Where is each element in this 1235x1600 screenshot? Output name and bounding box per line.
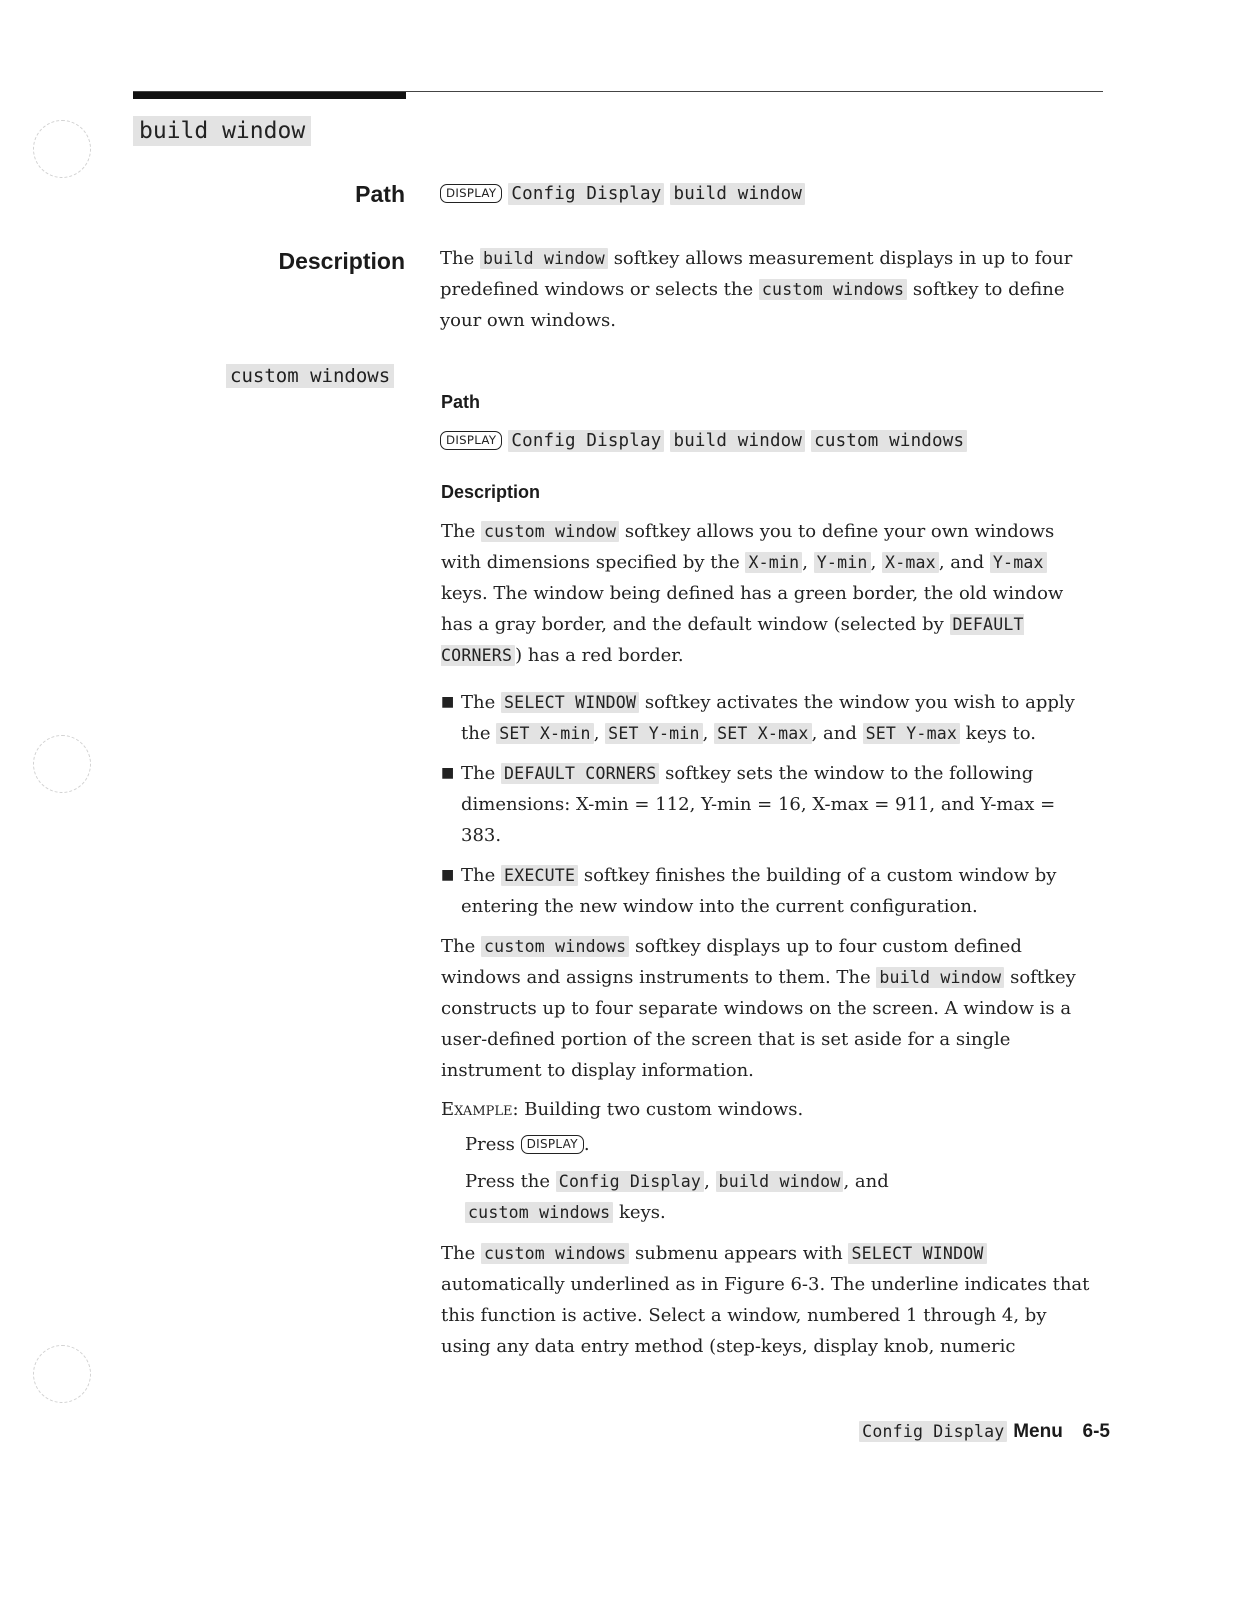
paragraph-custom-windows: The custom windows softkey displays up to four custom defined windows and assigns instruments to them. The build window softkey constructs up to four separate windows on the screen. A window is a user-defined portion of the screen that is set aside for a single instrument to display information.: [441, 936, 1076, 1081]
paragraph-submenu: The custom windows submenu appears with SELECT WINDOW automatically underlined as in Figure 6-3. The underline indicates that this function is active. Select a window, numbered 1 through 4, by using any data entry method (step-keys, display knob, numeric: [441, 1243, 1090, 1357]
binder-hole-middle: [33, 735, 91, 793]
softkey-y-max: Y-max: [990, 552, 1047, 573]
softkey-execute: EXECUTE: [501, 865, 578, 886]
custom-windows-label: custom windows: [226, 364, 394, 388]
softkey-custom-windows: custom windows: [481, 1243, 629, 1264]
example-step-2: Press the Config Display , build window , and custom windows keys.: [465, 1171, 889, 1223]
softkey-custom-windows: custom windows: [465, 1202, 613, 1223]
softkey-build-window: build window: [876, 967, 1004, 988]
example-label: Example: [441, 1099, 513, 1120]
softkey-build-window[interactable]: build window: [670, 183, 805, 205]
softkey-build-window: build window: [716, 1171, 844, 1192]
softkey-custom-windows: custom windows: [759, 279, 907, 300]
softkey-config-display[interactable]: Config Display: [508, 183, 664, 205]
list-item: ■ The EXECUTE softkey finishes the building of a custom window by entering the new window into the current configuration.: [441, 860, 1096, 922]
softkey-set-y-min: SET Y-min: [605, 723, 702, 744]
custom-path-heading: Path: [441, 392, 481, 412]
softkey-default-corners: DEFAULT CORNERS: [441, 615, 1024, 665]
binder-hole-bottom: [33, 1345, 91, 1403]
path-sequence: [440, 178, 805, 210]
list-item: ■ The SELECT WINDOW softkey activates the window you wish to apply the SET X-min , SET Y-min , SET X-max , and SET Y-max keys to.: [441, 687, 1096, 749]
softkey-default-corners: DEFAULT CORNERS: [501, 763, 659, 784]
softkey-select-window: SELECT WINDOW: [848, 1243, 986, 1264]
softkey-select-window: SELECT WINDOW: [501, 692, 639, 713]
page-number: 6-5: [1082, 1421, 1110, 1442]
path-heading: Path: [355, 181, 405, 207]
softkey-bullet-list: [441, 687, 1096, 922]
custom-path-sequence: [440, 425, 967, 457]
softkey-custom-windows: custom windows: [481, 936, 629, 957]
bullet-icon: ■: [441, 867, 455, 883]
page-footer: [859, 1421, 1110, 1443]
softkey-config-display: Config Display: [556, 1171, 704, 1192]
softkey-x-max: X-max: [882, 552, 939, 573]
list-item: ■ The DEFAULT CORNERS softkey sets the window to the following dimensions: X-min = 112, Y-min = 16, X-max = 911, and Y-max = 383.: [441, 758, 1096, 851]
softkey-build-window[interactable]: build window: [670, 430, 805, 452]
softkey-set-x-max: SET X-max: [714, 723, 811, 744]
softkey-y-min: Y-min: [814, 552, 871, 573]
section-title: build window: [133, 116, 311, 146]
header-rule-thick: [133, 92, 406, 99]
softkey-custom-windows[interactable]: custom windows: [811, 430, 967, 452]
example-step-1: Press DISPLAY .: [465, 1134, 590, 1155]
display-hardkey[interactable]: DISPLAY: [440, 431, 502, 450]
example-heading: Example: Building two custom windows.: [441, 1099, 804, 1120]
bullet-icon: ■: [441, 765, 455, 781]
description-heading: Description: [278, 248, 405, 274]
softkey-build-window: build window: [480, 248, 608, 269]
display-hardkey: DISPLAY: [521, 1135, 584, 1154]
footer-softkey: Config Display: [859, 1421, 1007, 1442]
description-text: The build window softkey allows measurement displays in up to four predefined windows or selects the custom windows softkey to define your own windows.: [440, 248, 1073, 331]
footer-menu-label: Menu: [1013, 1421, 1063, 1442]
custom-description-body: [441, 516, 1096, 1362]
softkey-set-x-min: SET X-min: [496, 723, 593, 744]
paragraph-custom-window: The custom window softkey allows you to define your own windows with dimensions specified by the X-min , Y-min , X-max , and Y-max keys. The window being defined has a green border, the old window has a gray border, and the default window (selected by DEFAULT CORNERS ) has a red border.: [441, 521, 1064, 666]
softkey-config-display[interactable]: Config Display: [508, 430, 664, 452]
display-hardkey[interactable]: DISPLAY: [440, 184, 502, 203]
softkey-custom-window: custom window: [481, 521, 619, 542]
softkey-set-y-max: SET Y-max: [863, 723, 960, 744]
bullet-icon: ■: [441, 694, 455, 710]
softkey-x-min: X-min: [745, 552, 802, 573]
binder-hole-top: [33, 120, 91, 178]
custom-description-heading: Description: [441, 482, 541, 502]
